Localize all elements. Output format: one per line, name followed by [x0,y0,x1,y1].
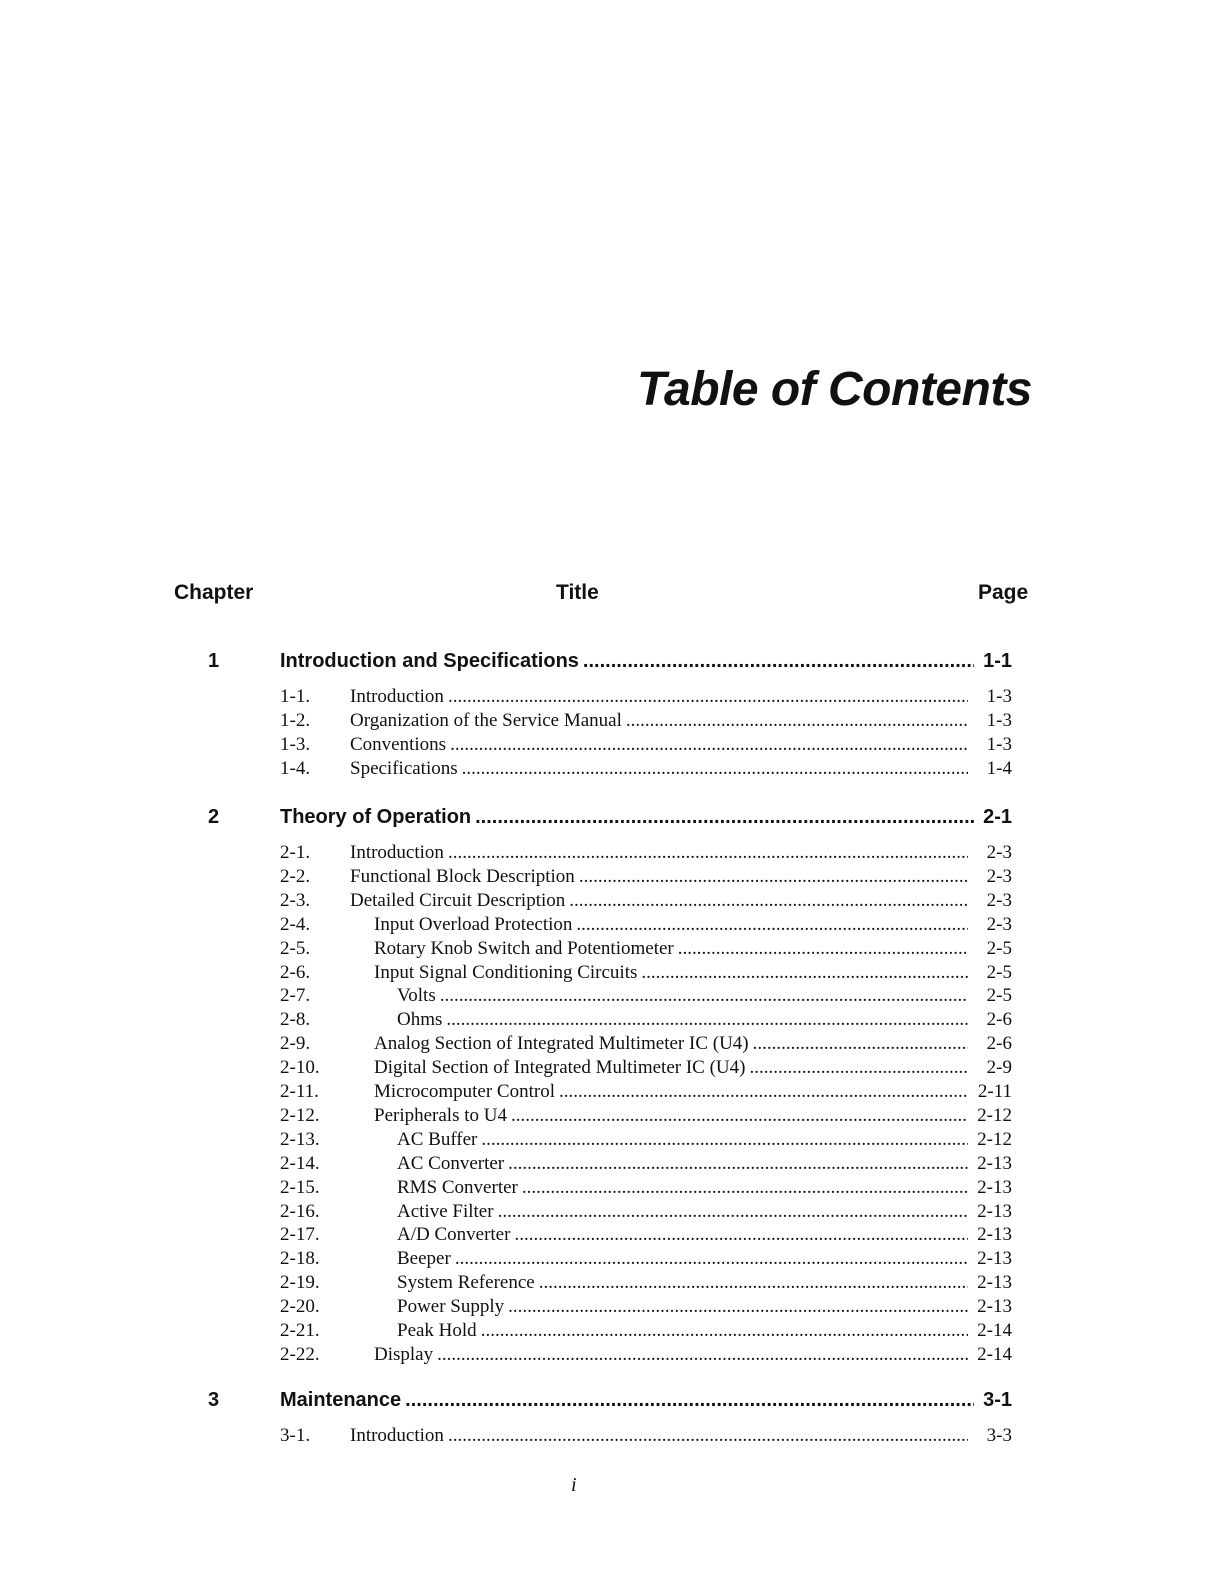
leader-dots [405,1389,974,1412]
section-number: 2-6. [280,961,311,983]
leader-dots [481,1320,968,1342]
leader-dots [450,734,968,756]
section-entry[interactable] [280,1201,1012,1225]
chapter-title: Theory of Operation [280,806,472,828]
section-page: 2-11 [977,1081,1012,1102]
section-entry[interactable] [280,758,1012,782]
section-page: 2-12 [977,1128,1012,1150]
chapter-page: 2-1 [983,806,1012,828]
leader-dots [448,1425,968,1447]
column-header-chapter: Chapter [174,581,254,604]
section-entry[interactable] [280,1320,1012,1344]
leader-dots [498,1201,968,1223]
section-entry[interactable] [280,914,1012,938]
section-entry[interactable] [280,1248,1012,1272]
section-title: Introduction [350,842,444,863]
column-header-title: Title [556,581,599,604]
section-page: 2-14 [977,1320,1012,1341]
section-entry[interactable] [280,1105,1012,1129]
section-number: 2-7. [280,985,311,1007]
section-entry[interactable] [280,1224,1012,1248]
section-entry[interactable] [280,842,1012,866]
section-number: 1-1. [280,686,311,707]
section-page: 2-3 [986,842,1012,863]
page-title: Table of Contents [636,363,1032,416]
leader-dots [579,866,968,888]
leader-dots [437,1344,968,1366]
section-title: AC Converter [397,1152,505,1174]
section-page: 2-13 [977,1224,1012,1246]
leader-dots [583,650,974,673]
section-number: 2-15. [280,1176,320,1198]
section-title: Conventions [350,733,447,755]
section-number: 3-1. [280,1425,311,1446]
section-number: 2-12. [280,1104,320,1126]
section-number: 2-11. [280,1081,319,1102]
section-title: Input Overload Protection [374,913,573,935]
section-title: Microcomputer Control [374,1081,555,1102]
leader-dots [749,1057,968,1079]
section-number: 2-10. [280,1057,320,1079]
leader-dots [475,806,974,829]
section-title: Display [374,1343,434,1365]
section-page: 2-3 [986,913,1012,935]
section-page: 2-3 [986,865,1012,887]
section-title: Detailed Circuit Description [350,889,566,911]
section-entry[interactable] [280,710,1012,734]
chapter-entry[interactable] [280,1389,1012,1415]
chapter-page: 1-1 [983,650,1012,672]
section-number: 1-2. [280,709,311,731]
section-page: 2-6 [986,1033,1012,1055]
section-page: 2-13 [977,1176,1012,1198]
section-title: Digital Section of Integrated Multimeter IC (U4) [374,1057,746,1079]
leader-dots [508,1153,968,1175]
section-entry[interactable] [280,938,1012,962]
chapter-page: 3-1 [983,1389,1012,1411]
section-page: 2-5 [986,961,1012,983]
section-page: 2-5 [986,937,1012,959]
section-title: Organization of the Service Manual [350,709,622,731]
section-title: Specifications [350,757,458,779]
leader-dots [481,1129,968,1151]
chapter-entry[interactable] [280,650,1012,676]
section-number: 2-5. [280,937,311,959]
section-number: 2-13. [280,1128,320,1150]
leader-dots [508,1296,968,1318]
section-page: 1-3 [986,686,1012,707]
section-entry[interactable] [280,1057,1012,1081]
chapter-title: Maintenance [280,1389,402,1411]
section-number: 2-8. [280,1009,311,1031]
leader-dots [455,1248,968,1270]
section-page: 1-4 [986,757,1012,779]
section-title: Rotary Knob Switch and Potentiometer [374,937,674,959]
section-number: 2-22. [280,1343,320,1365]
section-number: 2-16. [280,1200,320,1222]
leader-dots [539,1272,968,1294]
section-title: RMS Converter [397,1176,518,1198]
section-title: Power Supply [397,1296,505,1318]
leader-dots [462,758,968,780]
leader-dots [448,686,968,708]
section-entry[interactable] [280,1129,1012,1153]
section-page: 1-3 [986,733,1012,755]
section-title: Input Signal Conditioning Circuits [374,961,638,983]
leader-dots [522,1177,968,1199]
section-title: Ohms [397,1009,443,1031]
chapter-title: Introduction and Specifications [280,650,579,672]
section-number: 2-21. [280,1320,320,1341]
leader-dots [576,914,968,936]
section-page: 2-13 [977,1248,1012,1270]
section-title: Active Filter [397,1200,494,1222]
leader-dots [626,710,968,732]
section-entry[interactable] [280,890,1012,914]
section-page: 2-13 [977,1152,1012,1174]
section-entry[interactable] [280,1296,1012,1320]
section-page: 2-12 [977,1104,1012,1126]
section-title: Introduction [350,1425,444,1446]
section-entry[interactable] [280,734,1012,758]
section-entry[interactable] [280,866,1012,890]
leader-dots [446,1009,968,1031]
page-number: i [571,1474,577,1496]
leader-dots [559,1081,968,1103]
section-page: 2-6 [986,1009,1012,1031]
section-number: 2-19. [280,1272,320,1294]
chapter-entry[interactable] [280,806,1012,832]
section-number: 2-20. [280,1296,320,1318]
section-title: Functional Block Description [350,865,575,887]
section-number: 2-3. [280,889,311,911]
section-entry[interactable] [280,686,1012,710]
section-title: A/D Converter [397,1224,511,1246]
leader-dots [641,962,968,984]
section-number: 2-1. [280,842,311,863]
section-number: 2-4. [280,913,311,935]
leader-dots [569,890,968,912]
section-number: 2-2. [280,865,311,887]
section-page: 2-13 [977,1272,1012,1294]
section-number: 2-18. [280,1248,320,1270]
chapter-number: 3 [208,1389,220,1411]
section-page: 2-3 [986,889,1012,911]
section-entry[interactable] [280,962,1012,986]
column-header-page: Page [978,581,1029,604]
section-title: Introduction [350,686,444,707]
leader-dots [678,938,968,960]
section-title: System Reference [397,1272,535,1294]
section-entry[interactable] [280,1081,1012,1105]
section-entry[interactable] [280,985,1012,1009]
section-number: 2-9. [280,1033,311,1055]
section-number: 2-17. [280,1224,320,1246]
section-page: 3-3 [986,1425,1012,1446]
section-title: Peripherals to U4 [374,1104,507,1126]
section-page: 2-14 [977,1343,1012,1365]
section-page: 2-13 [977,1296,1012,1318]
section-title: Peak Hold [397,1320,477,1341]
leader-dots [448,842,968,864]
chapter-number: 1 [208,650,220,672]
section-entry[interactable] [280,1344,1012,1368]
section-entry[interactable] [280,1425,1012,1449]
section-number: 1-4. [280,757,311,779]
section-title: Analog Section of Integrated Multimeter IC (U4) [374,1033,749,1055]
section-entry[interactable] [280,1272,1012,1296]
section-entry[interactable] [280,1153,1012,1177]
section-entry[interactable] [280,1009,1012,1033]
section-title: Beeper [397,1248,451,1270]
section-title: AC Buffer [397,1128,478,1150]
section-page: 2-5 [986,985,1012,1007]
section-page: 2-13 [977,1200,1012,1222]
section-number: 2-14. [280,1152,320,1174]
section-page: 2-9 [986,1057,1012,1079]
leader-dots [440,985,968,1007]
leader-dots [514,1224,968,1246]
section-entry[interactable] [280,1033,1012,1057]
leader-dots [753,1033,968,1055]
section-page: 1-3 [986,709,1012,731]
section-title: Volts [397,985,436,1007]
leader-dots [511,1105,968,1127]
section-entry[interactable] [280,1177,1012,1201]
chapter-number: 2 [208,806,220,828]
section-number: 1-3. [280,733,311,755]
